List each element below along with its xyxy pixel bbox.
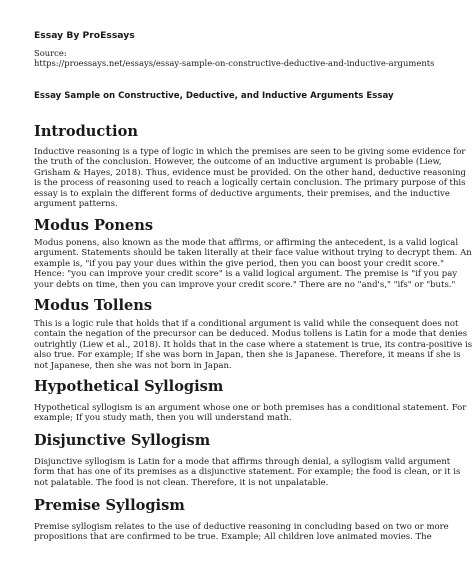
paragraph-line: example; If you study math, then you will understand math. bbox=[34, 413, 292, 424]
paragraph-line: the truth of the conclusion. However, the outcome of an inductive argument is probable (Liew, bbox=[34, 157, 442, 168]
paragraph-line: Inductive reasoning is a type of logic in which the premises are seen to be giving some evidence for bbox=[34, 147, 466, 157]
section-heading-disjunctive-syllogism: Disjunctive Syllogism bbox=[34, 432, 211, 449]
section-paragraph-modus-ponens bbox=[34, 238, 472, 290]
paragraph-line: Hence: "you can improve your credit score" is a valid logical argument. The premise is "if you pay bbox=[34, 269, 458, 280]
paragraph-line: Hypothetical syllogism is an argument whose one or both premises has a conditional statement. For bbox=[34, 403, 467, 413]
source-label: Source: bbox=[34, 48, 67, 58]
paragraph-line: argument. Statements should be taken literally at their face value without trying to decrypt them. An bbox=[34, 248, 472, 259]
paragraph-line: This is a logic rule that holds that if a conditional argument is valid while the consequent does not bbox=[34, 319, 459, 329]
essay-title: Essay Sample on Constructive, Deductive, and Inductive Arguments Essay bbox=[34, 91, 394, 101]
paragraph-line: Grisham & Hayes, 2018). Thus, evidence must be provided. On the other hand, deductive reasoning bbox=[34, 167, 466, 178]
paragraph-line: propositions that are confirmed to be true. Example; All children love animated movies. The bbox=[34, 532, 432, 543]
essay-author: Essay By ProEssays bbox=[34, 30, 135, 41]
paragraph-line: example is, "if you pay your dues within the give period, then you can boost your credit score." bbox=[34, 258, 444, 269]
section-heading-hypothetical-syllogism: Hypothetical Syllogism bbox=[34, 378, 224, 395]
paragraph-line: your debts on time, then you can improve your credit score." There are no "and's," "ifs" or "buts." bbox=[34, 279, 456, 290]
paragraph-line: argument patterns. bbox=[34, 199, 118, 210]
section-paragraph-modus-tollens bbox=[34, 319, 473, 371]
section-paragraph-hypothetical-syllogism bbox=[34, 403, 467, 424]
paragraph-line: is the process of reasoning used to reach a logically certain conclusion. The primary purpose of this bbox=[34, 178, 466, 189]
section-paragraph-disjunctive-syllogism bbox=[34, 457, 461, 488]
section-paragraph-premise-syllogism bbox=[34, 522, 454, 543]
section-heading-premise-syllogism: Premise Syllogism bbox=[34, 497, 185, 514]
source-url[interactable]: https://proessays.net/essays/essay-sample-on-constructive-deductive-and-inductive-arguments bbox=[34, 58, 435, 68]
section-heading-introduction: Introduction bbox=[34, 123, 138, 140]
paragraph-line: not Japanese, then she was not born in Japan. bbox=[34, 360, 232, 371]
paragraph-line: Disjunctive syllogism is Latin for a mode that affirms through denial, a syllogism valid argument bbox=[34, 457, 451, 467]
paragraph-line: outrightly (Liew et al., 2018). It holds that in the case where a statement is true, its contra-positive is bbox=[34, 339, 473, 350]
paragraph-line: Modus ponens, also known as the mode that affirms, or affirming the antecedent, is a valid logical bbox=[34, 238, 459, 248]
section-heading-modus-tollens: Modus Tollens bbox=[34, 297, 153, 314]
paragraph-line: essay is to explain the different forms of deductive arguments, their premises, and the inductive bbox=[34, 188, 450, 199]
section-heading-modus-ponens: Modus Ponens bbox=[34, 217, 154, 234]
paragraph-line: contain the negation of the precursor can be deduced. Modus tollens is Latin for a mode that denies bbox=[34, 329, 468, 340]
paragraph-line: Premise syllogism relates to the use of deductive reasoning in concluding based on two or more bbox=[34, 522, 449, 532]
paragraph-line: form that has one of its premises as a disjunctive statement. For example; the food is clean, or it is bbox=[34, 467, 461, 478]
paragraph-line: not palatable. The food is not clean. Therefore, it is not unpalatable. bbox=[34, 477, 329, 488]
section-paragraph-introduction bbox=[34, 147, 466, 210]
paragraph-line: also true. For example; If she was born in Japan, then she is Japanese. Therefore, it means if she is bbox=[34, 350, 461, 361]
